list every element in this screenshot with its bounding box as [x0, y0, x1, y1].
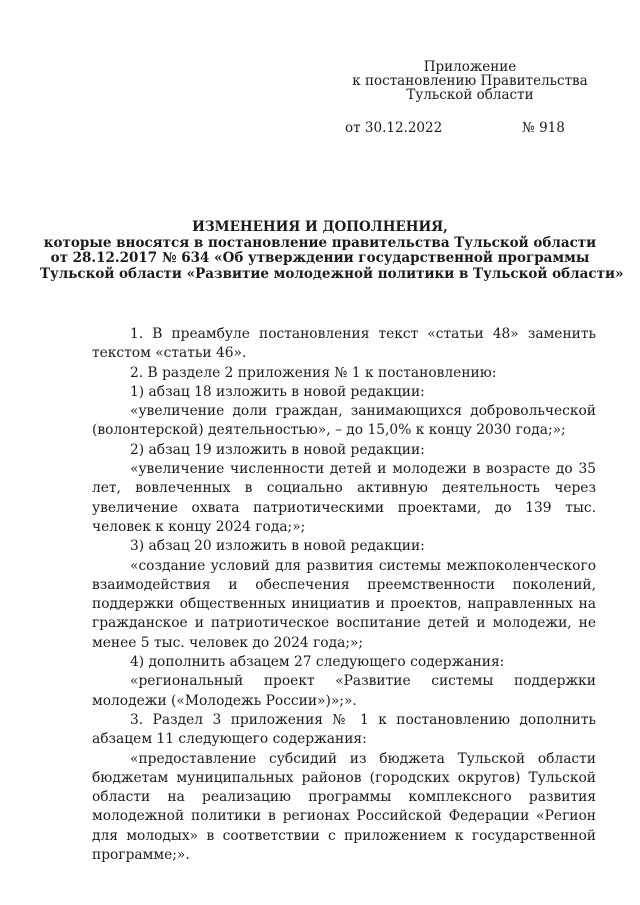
appendix-header-line-2: к постановлению Правительства [352, 73, 588, 89]
title-line-4: Тульской области «Развитие молодежной политики в Тульской области» [40, 265, 624, 282]
appendix-header-line-1: Приложение [423, 59, 517, 75]
paragraph-1: 1. В преамбуле постановления текст «статьи 48» заменить текстом «статьи 46». [92, 326, 596, 362]
document-title [40, 219, 624, 282]
paragraph-11: 3. Раздел 3 приложения № 1 к постановлению дополнить абзацем 11 следующего содержания: [92, 711, 596, 748]
paragraph-10: «региональный проект «Развитие системы поддержки молодежи («Молодежь России»)»;». [92, 673, 596, 709]
paragraph-2: 2. В разделе 2 приложения № 1 к постановлению: [130, 364, 497, 381]
resolution-date: от 30.12.2022 [345, 120, 443, 136]
appendix-header-line-3: Тульской области [406, 87, 534, 103]
resolution-number: № 918 [522, 120, 565, 136]
paragraph-6: «увеличение численности детей и молодежи в возрасте до 35 лет, вовлеченных в социально активную деятельность через увеличение охвата патриотическими проектами, до 139 тыс. человек к концу 2024 года;»; [92, 461, 596, 535]
paragraph-7: 3) абзац 20 изложить в новой редакции: [130, 538, 425, 555]
paragraph-5: 2) абзац 19 изложить в новой редакции: [130, 441, 425, 458]
title-line-3: от 28.12.2017 № 634 «Об утверждении государственной программы [50, 250, 590, 266]
title-line-1: ИЗМЕНЕНИЯ И ДОПОЛНЕНИЯ, [192, 219, 448, 235]
paragraph-3: 1) абзац 18 изложить в новой редакции: [130, 383, 425, 400]
paragraph-12: «предоставление субсидий из бюджета Тульской области бюджетам муниципальных районов (городских округов) Тульской области на реализацию программы комплексного развития молодежной политики в регионах Российской Федерации «Регион для молодых» в соответствии с приложением к государственной программе;». [92, 750, 596, 864]
title-line-2: которые вносятся в постановление правительства Тульской области [43, 234, 597, 251]
appendix-header [330, 60, 610, 102]
paragraph-4: «увеличение доли граждан, занимающихся добровольческой (волонтерской) деятельностью», – до 15,0% к концу 2030 года;»; [92, 403, 596, 439]
paragraph-9: 4) дополнить абзацем 27 следующего содержания: [130, 654, 505, 671]
document-body [92, 325, 596, 865]
paragraph-8: «создание условий для развития системы межпоколенческого взаимодействия и обеспечения преемственности поколений, поддержки общественных инициатив и проектов, направленных на гражданское и патриотическое воспитание детей и молодежи, не менее 5 тыс. человек до 2024 года;»; [92, 557, 596, 651]
